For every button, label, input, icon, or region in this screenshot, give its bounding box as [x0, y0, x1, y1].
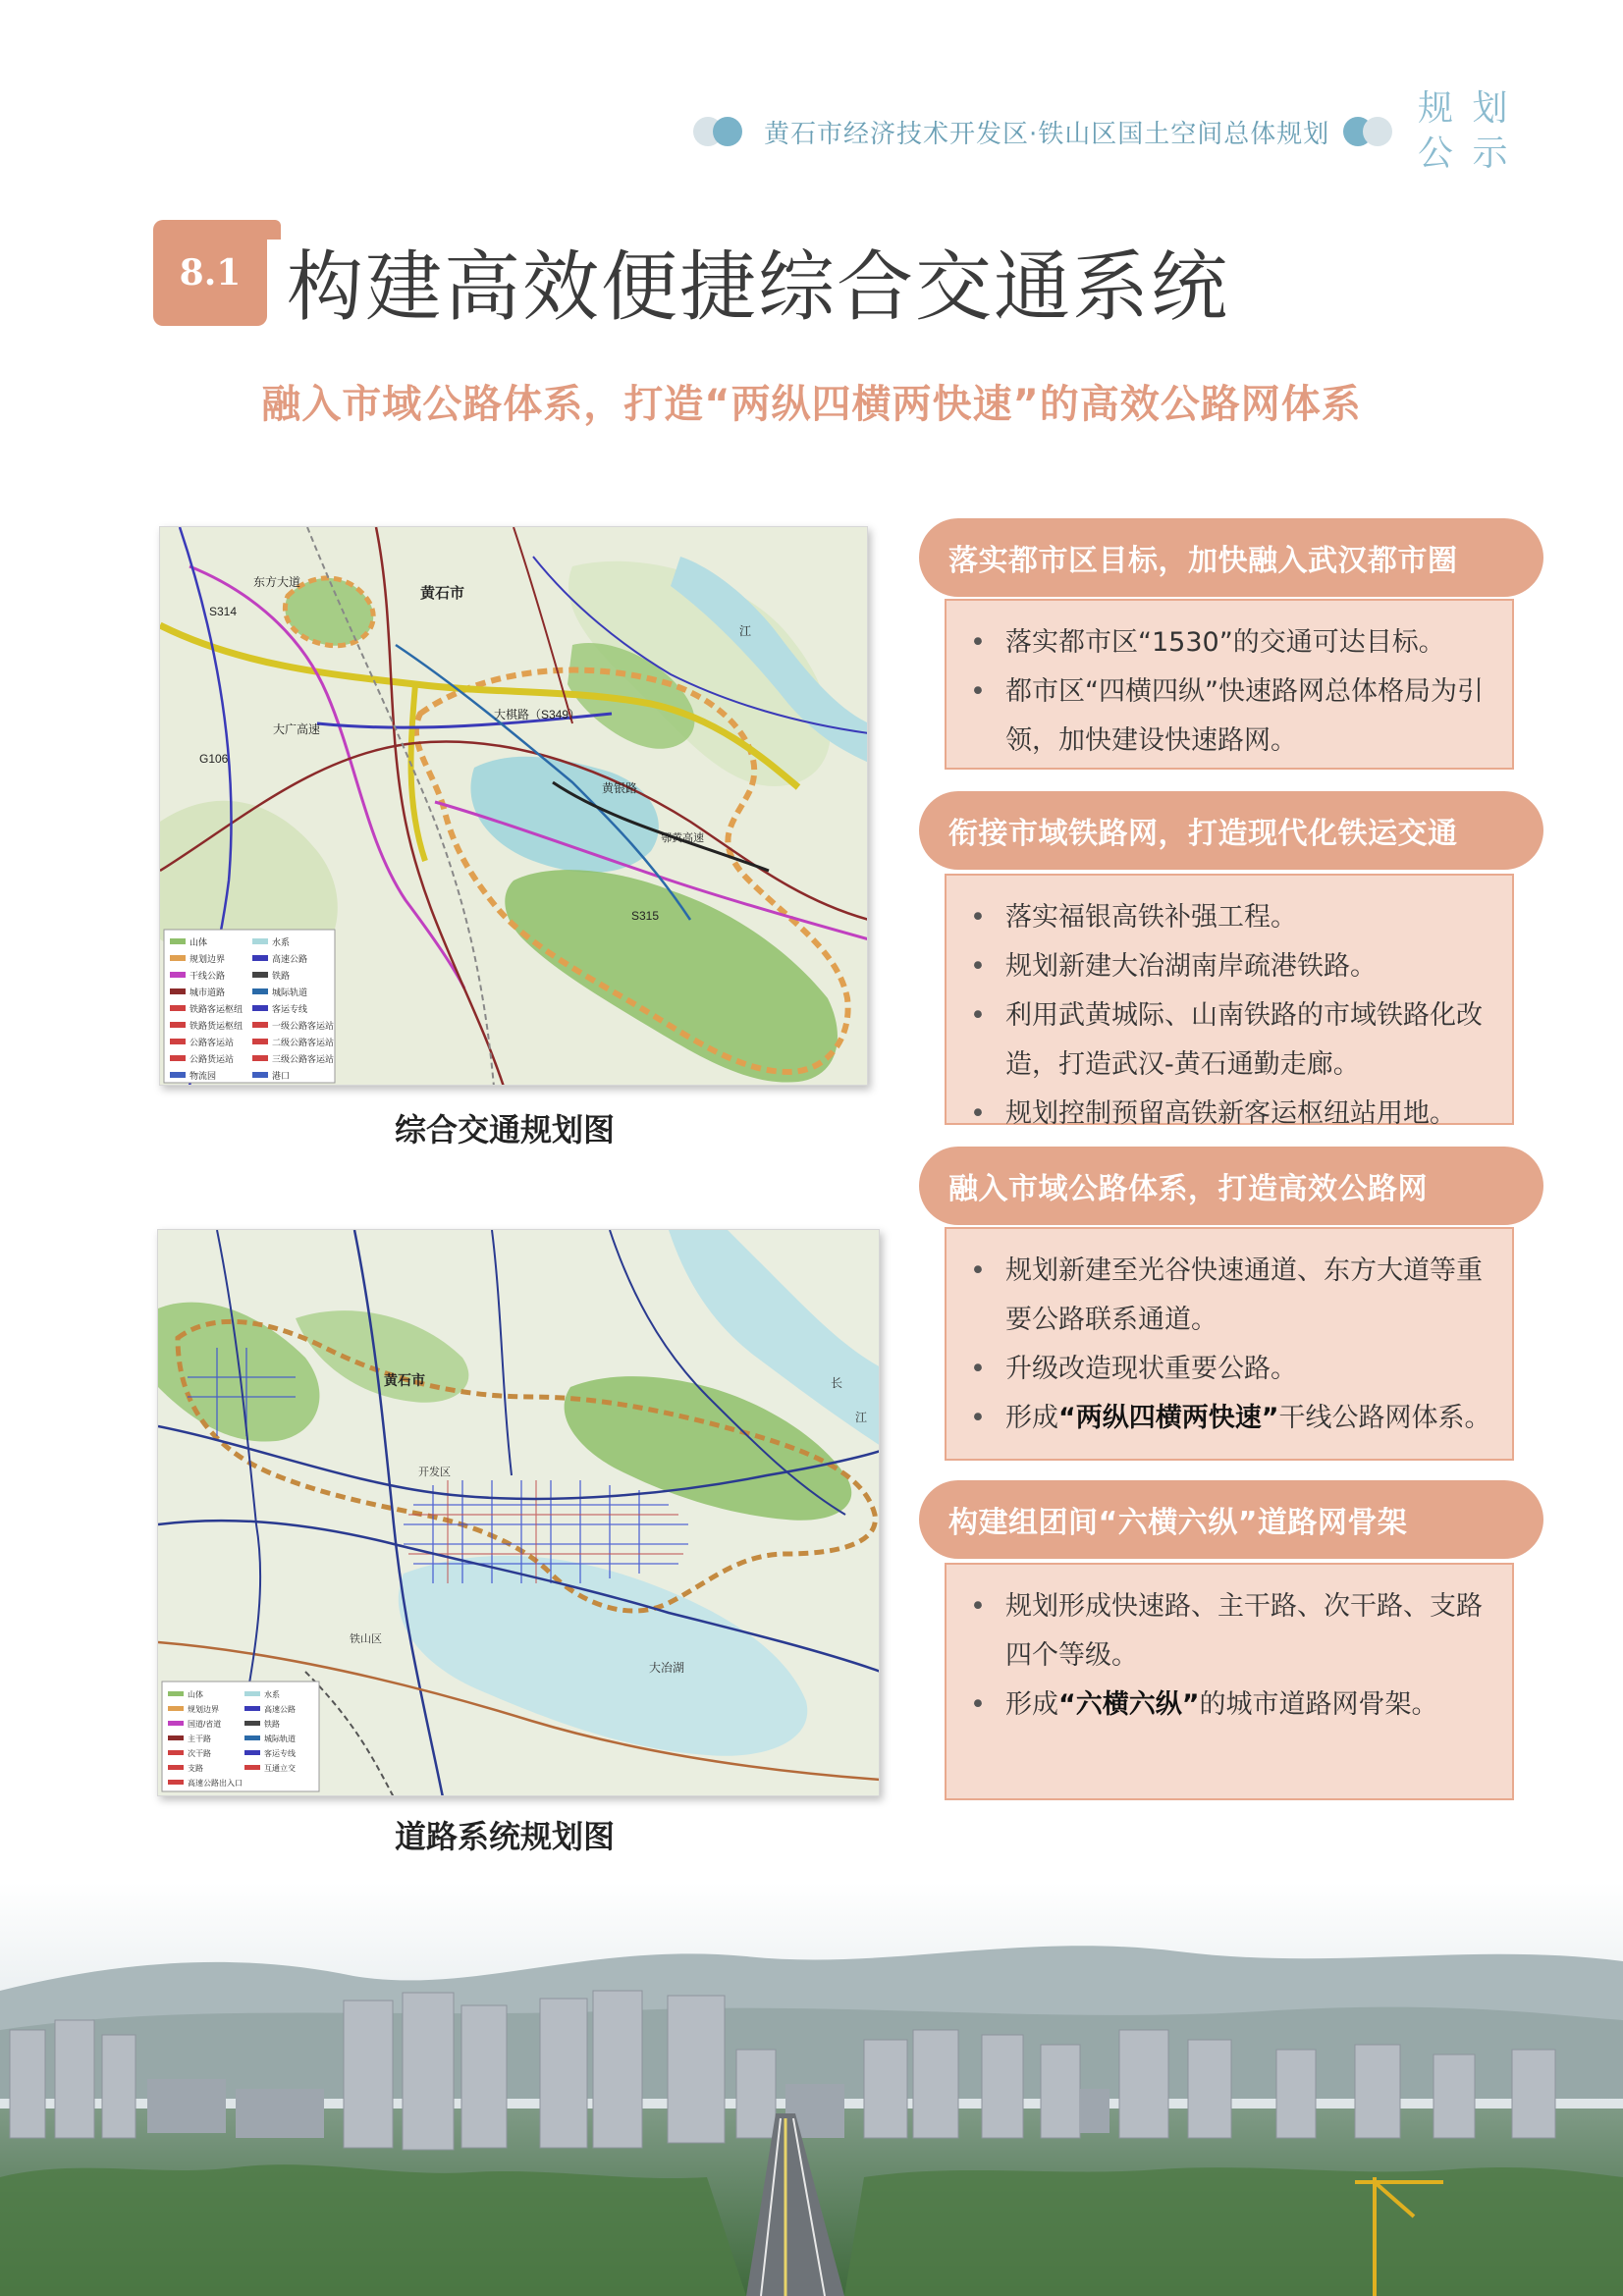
- legend-swatch: [252, 955, 268, 961]
- legend-swatch: [168, 1735, 184, 1740]
- panel-railway-item-3: • 利用武黄城际、山南铁路的市域铁路化改造，打造武汉-黄石通勤走廊。: [1005, 991, 1500, 1090]
- panel-title-railway: 衔接市域铁路网，打造现代化铁运交通: [919, 791, 1543, 870]
- legend-label: 铁路: [264, 1720, 280, 1729]
- map1-eastexp-label: 鄂黄高速: [661, 832, 704, 844]
- legend-label: 互通立交: [264, 1764, 296, 1773]
- legend-label: 山体: [189, 937, 208, 947]
- map1-city-label: 黄石市: [420, 585, 465, 602]
- legend-swatch: [170, 1039, 186, 1044]
- map1-huangyin-label: 黄银路: [602, 781, 638, 795]
- legend-label: 铁路货运枢纽: [189, 1021, 243, 1031]
- panel-title-grid: 构建组团间“六横六纵”道路网骨架: [919, 1480, 1543, 1559]
- road-system-map: [157, 1229, 880, 1796]
- legend-label: 高速公路: [272, 954, 308, 964]
- legend-label: 规划边界: [188, 1705, 219, 1714]
- panel-metro-item-1: • 落实都市区“1530”的交通可达目标。: [1005, 618, 1500, 667]
- legend-label: 公路货运站: [189, 1054, 235, 1064]
- legend-swatch: [252, 938, 268, 944]
- panel-highway-item-1: • 规划新建至光谷快速通道、东方大道等重要公路联系通道。: [1005, 1247, 1500, 1345]
- map2-area1-label: 开发区: [418, 1467, 451, 1478]
- page-header: [693, 106, 1394, 157]
- legend-swatch: [168, 1780, 184, 1785]
- legend-swatch: [252, 1055, 268, 1061]
- map2-caption: 道路系统规划图: [395, 1818, 616, 1855]
- legend-swatch: [170, 972, 186, 978]
- panel-highway-item-2: • 升级改造现状重要公路。: [1005, 1345, 1500, 1394]
- panel-title-metro: 落实都市区目标，加快融入武汉都市圈: [919, 518, 1543, 597]
- legend-label: 铁路: [272, 971, 291, 981]
- legend-swatch: [168, 1721, 184, 1726]
- legend-swatch: [170, 1055, 186, 1061]
- map1-g106-label: G106: [199, 752, 229, 766]
- legend-label: 物流园: [189, 1071, 217, 1081]
- legend-swatch: [170, 1022, 186, 1028]
- panel-railway-item-2: • 规划新建大冶湖南岸疏港铁路。: [1005, 942, 1500, 991]
- legend-swatch: [244, 1735, 260, 1740]
- legend-swatch: [244, 1765, 260, 1770]
- panel-highway-item-3-pre: 形成: [1005, 1403, 1058, 1433]
- panel-highway-item-3: [1005, 1394, 1500, 1443]
- legend-label: 客运专线: [264, 1749, 296, 1758]
- comprehensive-transport-map: [159, 526, 868, 1086]
- legend-label: 港口: [272, 1071, 291, 1081]
- map1-caption: 综合交通规划图: [395, 1111, 616, 1148]
- legend-swatch: [170, 1072, 186, 1078]
- legend-label: 一级公路客运站: [272, 1021, 335, 1031]
- map1-dongfang-label: 东方大道: [253, 575, 301, 589]
- legend-label: 高速公路: [264, 1705, 296, 1714]
- legend-swatch: [252, 1039, 268, 1044]
- legend-swatch: [252, 988, 268, 994]
- legend-label: 客运专线: [272, 1004, 308, 1014]
- legend-label: 高速公路出入口: [188, 1779, 243, 1788]
- legend-label: 干线公路: [189, 971, 226, 981]
- legend-swatch: [168, 1750, 184, 1755]
- map2-city-label: 黄石市: [384, 1372, 425, 1388]
- panel-grid-item-2-post: 的城市道路网骨架。: [1199, 1689, 1438, 1720]
- legend-label: 水系: [264, 1690, 280, 1699]
- section-number-badge: 8.1: [153, 220, 267, 326]
- legend-label: 公路客运站: [189, 1038, 235, 1047]
- section-title: 构建高效便捷综合交通系统: [287, 243, 1230, 332]
- legend-swatch: [168, 1691, 184, 1696]
- panel-box-metro: [945, 599, 1514, 770]
- header-side-line2: 公 示: [1418, 133, 1512, 174]
- city-aerial-photo: [0, 1883, 1623, 2296]
- legend-swatch: [170, 988, 186, 994]
- section-subtitle: 融入市域公路体系，打造“两纵四横两快速”的高效公路网体系: [261, 382, 1362, 427]
- panel-railway-item-1: • 落实福银高铁补强工程。: [1005, 893, 1500, 942]
- panel-railway-item-4: • 规划控制预留高铁新客运枢纽站用地。: [1005, 1090, 1500, 1139]
- legend-swatch: [252, 972, 268, 978]
- panel-box-grid: [945, 1563, 1514, 1800]
- map1-s315-label: S315: [631, 909, 660, 923]
- legend-swatch: [168, 1706, 184, 1711]
- legend-label: 二级公路客运站: [272, 1038, 335, 1047]
- map2-river-label: 长: [831, 1376, 843, 1390]
- map2-river2-label: 江: [855, 1411, 868, 1424]
- map1-road-main-label: 大棋路（S349）: [494, 708, 581, 721]
- legend-swatch: [244, 1721, 260, 1726]
- legend-label: 支路: [188, 1764, 203, 1773]
- legend-swatch: [170, 1005, 186, 1011]
- panel-grid-item-2-pre: 形成: [1005, 1689, 1058, 1720]
- map1-jiang-label: 江: [739, 624, 752, 638]
- legend-swatch: [244, 1750, 260, 1755]
- legend-swatch: [244, 1706, 260, 1711]
- legend-label: 铁路客运枢纽: [189, 1004, 243, 1014]
- legend-label: 国道/省道: [188, 1720, 222, 1729]
- legend-label: 次干路: [188, 1749, 211, 1758]
- map2-lake-label: 大冶湖: [649, 1661, 685, 1675]
- legend-swatch: [244, 1691, 260, 1696]
- legend-label: 城际轨道: [272, 988, 308, 997]
- legend-label: 三级公路客运站: [272, 1054, 335, 1064]
- legend-label: 水系: [272, 937, 291, 947]
- legend-label: 城际轨道: [264, 1735, 296, 1743]
- panel-grid-item-2-bold: “六横六纵”: [1058, 1689, 1200, 1720]
- legend-label: 城市道路: [189, 988, 226, 997]
- map1-s314-label: S314: [209, 605, 238, 618]
- legend-swatch: [170, 938, 186, 944]
- legend-swatch: [252, 1022, 268, 1028]
- panel-box-railway: [945, 874, 1514, 1129]
- header-side-label: [1418, 86, 1511, 177]
- panel-title-highway: 融入市域公路体系，打造高效公路网: [919, 1147, 1543, 1225]
- legend-label: 主干路: [188, 1735, 211, 1743]
- legend-swatch: [252, 1005, 268, 1011]
- header-side-line1: 规 划: [1418, 88, 1512, 129]
- panel-highway-item-3-post: 干线公路网体系。: [1278, 1403, 1491, 1433]
- panel-highway-item-3-bold: “两纵四横两快速”: [1058, 1403, 1279, 1433]
- legend-swatch: [252, 1072, 268, 1078]
- map2-area2-label: 铁山区: [350, 1633, 382, 1645]
- panel-grid-item-2: [1005, 1681, 1500, 1730]
- panel-metro-item-2: • 都市区“四横四纵”快速路网总体格局为引领，加快建设快速路网。: [1005, 667, 1500, 766]
- panel-box-highway: [945, 1227, 1514, 1461]
- header-dots-right-icon: [1343, 117, 1394, 146]
- map1-expressway-label: 大广高速: [273, 722, 321, 736]
- panel-grid-item-1: • 规划形成快速路、主干路、次干路、支路四个等级。: [1005, 1582, 1500, 1681]
- legend-label: 山体: [188, 1690, 203, 1699]
- legend-swatch: [168, 1765, 184, 1770]
- legend-swatch: [170, 955, 186, 961]
- header-title: 黄石市经济技术开发区·铁山区国土空间总体规划: [764, 119, 1330, 149]
- legend-label: 规划边界: [189, 954, 226, 964]
- header-dots-left-icon: [693, 117, 744, 146]
